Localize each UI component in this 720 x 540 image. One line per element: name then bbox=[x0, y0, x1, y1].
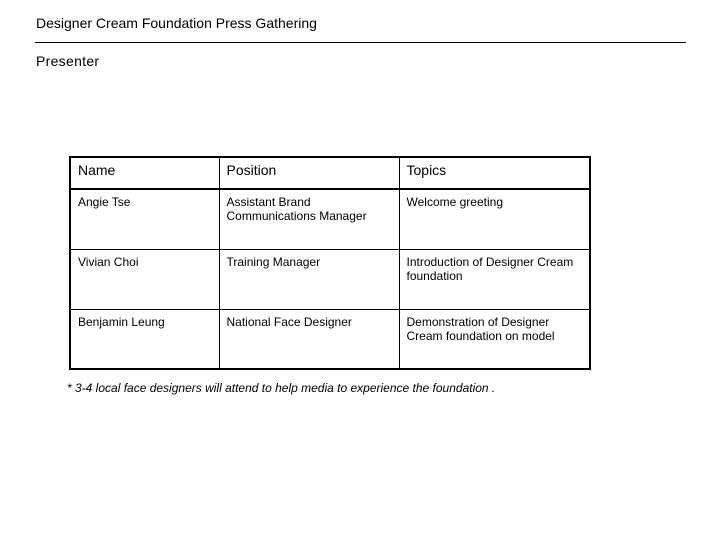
cell-name: Vivian Choi bbox=[70, 249, 219, 309]
cell-topics: Welcome greeting bbox=[399, 189, 590, 249]
cell-topics: Demonstration of Designer Cream foundation on model bbox=[399, 309, 590, 369]
header-position: Position bbox=[219, 157, 399, 189]
cell-topics: Introduction of Designer Cream foundation bbox=[399, 249, 590, 309]
cell-name: Benjamin Leung bbox=[70, 309, 219, 369]
slide-title: Designer Cream Foundation Press Gathering bbox=[36, 15, 317, 31]
presenter-table bbox=[69, 156, 591, 370]
cell-name: Angie Tse bbox=[70, 189, 219, 249]
cell-position: Assistant Brand Communications Manager bbox=[219, 189, 399, 249]
table-row bbox=[70, 249, 590, 309]
cell-position: Training Manager bbox=[219, 249, 399, 309]
title-divider bbox=[35, 42, 686, 43]
section-heading: Presenter bbox=[36, 53, 100, 69]
table-header-row bbox=[70, 157, 590, 189]
footnote: * 3-4 local face designers will attend to help media to experience the foundation . bbox=[67, 381, 496, 395]
cell-position: National Face Designer bbox=[219, 309, 399, 369]
table-row bbox=[70, 309, 590, 369]
table-row bbox=[70, 189, 590, 249]
header-name: Name bbox=[70, 157, 219, 189]
header-topics: Topics bbox=[399, 157, 590, 189]
